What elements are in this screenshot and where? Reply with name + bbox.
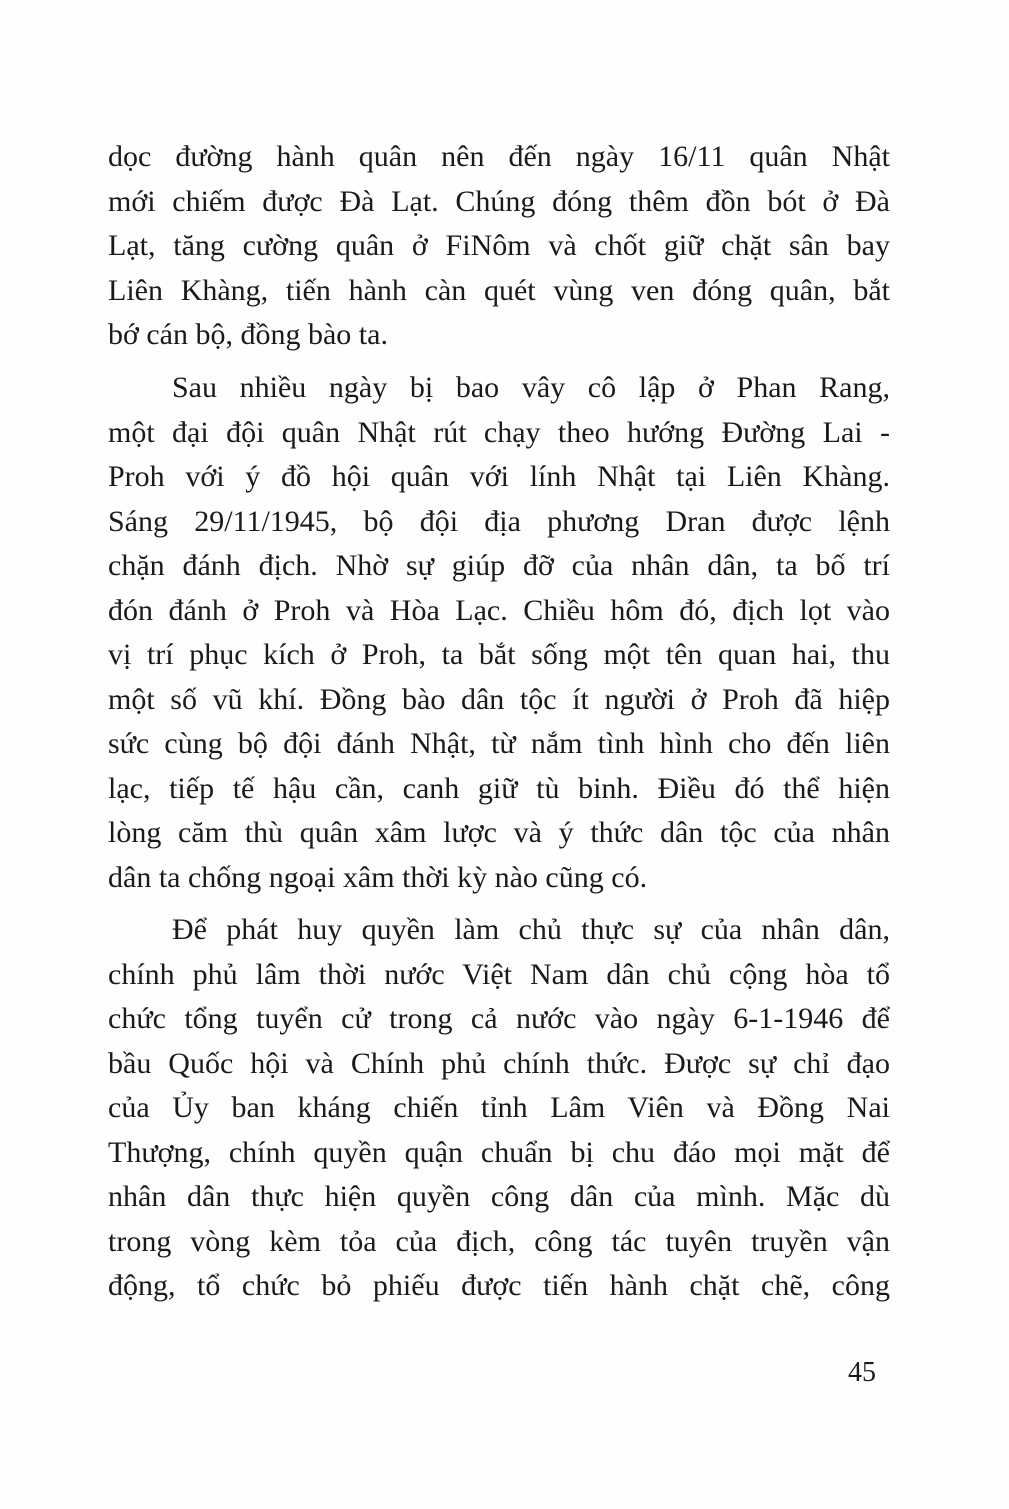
text-line: nhân dân thực hiện quyền công dân của mình. Mặc dù xyxy=(108,1180,890,1213)
text-line: bầu Quốc hội và Chính phủ chính thức. Được sự chỉ đạo xyxy=(108,1046,890,1080)
paragraph-1 xyxy=(108,135,890,358)
text-line: chặn đánh địch. Nhờ sự giúp đỡ của nhân dân, ta bố trí xyxy=(108,549,890,582)
text-line: mới chiếm được Đà Lạt. Chúng đóng thêm đồn bót ở Đà xyxy=(108,184,890,218)
paragraph-2 xyxy=(108,366,890,900)
text-line: động, tổ chức bỏ phiếu được tiến hành chặt chẽ, công xyxy=(108,1269,890,1302)
text-line: Sau nhiều ngày bị bao vây cô lập ở Phan Rang, xyxy=(172,371,890,404)
text-line: dân ta chống ngoại xâm thời kỳ nào cũng có. xyxy=(108,860,648,894)
text-line: bớ cán bộ, đồng bào ta. xyxy=(108,318,388,351)
text-line: Proh với ý đồ hội quân với lính Nhật tại Liên Khàng. xyxy=(108,460,890,493)
page-number: 45 xyxy=(848,1357,876,1388)
text-line: dọc đường hành quân nên đến ngày 16/11 quân Nhật xyxy=(108,140,890,173)
text-line: trong vòng kèm tỏa của địch, công tác tuyên truyền vận xyxy=(108,1224,890,1258)
text-line: một đại đội quân Nhật rút chạy theo hướng Đường Lai - xyxy=(108,415,890,449)
text-line: chức tổng tuyển cử trong cả nước vào ngày 6-1-1946 để xyxy=(108,1002,890,1035)
text-line: chính phủ lâm thời nước Việt Nam dân chủ cộng hòa tổ xyxy=(108,957,890,991)
text-line: Để phát huy quyền làm chủ thực sự của nhân dân, xyxy=(172,913,890,946)
text-line: đón đánh ở Proh và Hòa Lạc. Chiều hôm đó, địch lọt vào xyxy=(108,593,890,627)
text-line: một số vũ khí. Đồng bào dân tộc ít người ở Proh đã hiệp xyxy=(108,682,890,716)
text-line: vị trí phục kích ở Proh, ta bắt sống một tên quan hai, thu xyxy=(108,638,890,671)
text-line: Lạt, tăng cường quân ở FiNôm và chốt giữ chặt sân bay xyxy=(108,229,890,262)
text-line: lạc, tiếp tế hậu cần, canh giữ tù binh. Điều đó thể hiện xyxy=(108,771,890,805)
text-line: Sáng 29/11/1945, bộ đội địa phương Dran được lệnh xyxy=(108,504,890,538)
paragraph-3 xyxy=(108,908,890,1309)
text-line: sức cùng bộ đội đánh Nhật, từ nắm tình hình cho đến liên xyxy=(108,727,890,760)
text-line: lòng căm thù quân xâm lược và ý thức dân tộc của nhân xyxy=(108,816,890,849)
text-line: Thượng, chính quyền quận chuẩn bị chu đáo mọi mặt để xyxy=(108,1135,890,1169)
text-line: Liên Khàng, tiến hành càn quét vùng ven đóng quân, bắt xyxy=(108,273,890,307)
text-line: của Ủy ban kháng chiến tỉnh Lâm Viên và Đồng Nai xyxy=(108,1091,890,1124)
